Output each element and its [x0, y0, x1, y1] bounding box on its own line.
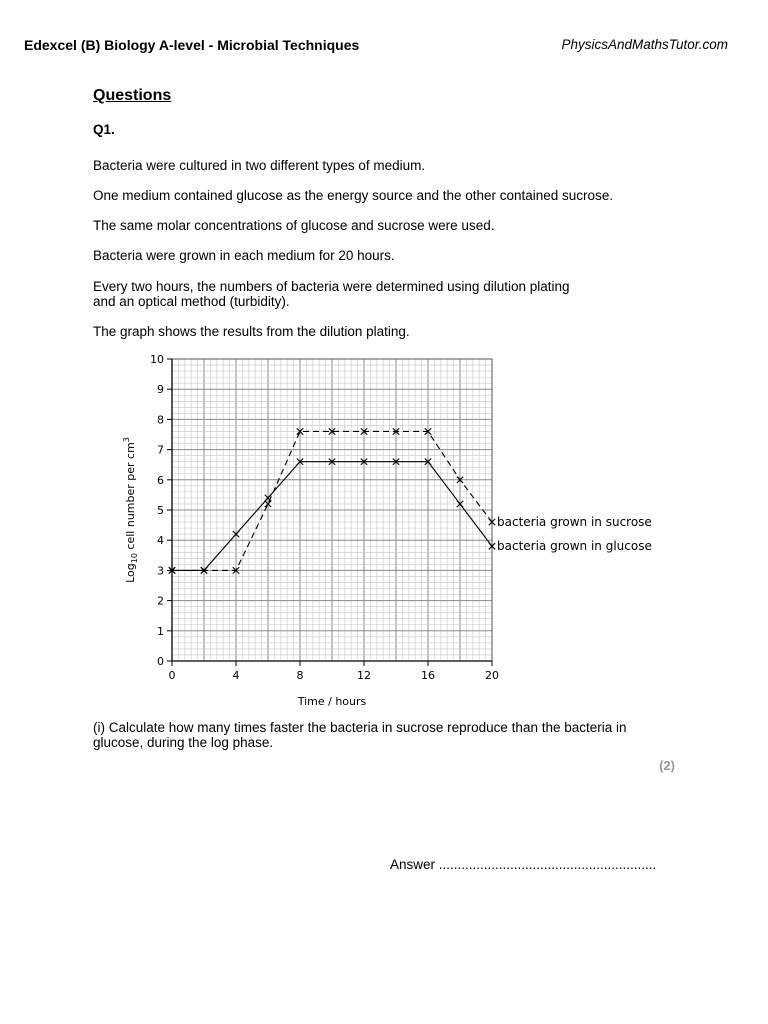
paragraph: The same molar concentrations of glucose and sucrose were used. [93, 218, 495, 233]
series-label: bacteria grown in glucose [497, 539, 652, 554]
y-tick-label: 6 [157, 473, 164, 487]
y-tick-label: 0 [157, 655, 164, 668]
x-tick-label: 12 [357, 669, 371, 682]
paragraph: Bacteria were grown in each medium for 20 hours. [93, 248, 395, 263]
answer-line: Answer .......................................................... [390, 857, 657, 872]
sub-question: (i) Calculate how many times faster the bacteria in sucrose reproduce than the bacteria in glucose, during the log phase. [93, 720, 627, 750]
growth-chart [110, 345, 670, 715]
y-tick-label: 4 [157, 534, 164, 548]
x-tick-label: 20 [485, 669, 499, 682]
y-tick-label: 1 [157, 624, 164, 638]
x-tick-label: 0 [168, 669, 176, 682]
y-tick-label: 9 [157, 383, 164, 397]
y-tick-label: 2 [157, 594, 164, 608]
y-tick-label: 8 [157, 413, 164, 427]
y-tick-label: 7 [157, 443, 164, 457]
x-tick-label: 8 [296, 669, 304, 682]
paragraph: One medium contained glucose as the energy source and the other contained sucrose. [93, 188, 614, 203]
paragraph: Every two hours, the numbers of bacteria were determined using dilution plating and an optical method (turbidity). [93, 279, 570, 309]
y-tick-label: 3 [157, 564, 164, 578]
y-tick-label: 10 [150, 353, 164, 366]
paragraph: The graph shows the results from the dilution plating. [93, 324, 410, 339]
header-title: Edexcel (B) Biology A-level - Microbial Techniques [24, 37, 360, 53]
x-axis-label: Time / hours [297, 695, 367, 708]
question-number: Q1. [93, 122, 115, 137]
x-tick-label: 4 [232, 669, 240, 682]
y-axis-label: Log$_{10}$ cell number per $cm^3$ [122, 437, 139, 583]
marks-label: (2) [659, 758, 675, 773]
x-tick-label: 16 [421, 669, 435, 682]
y-tick-label: 5 [157, 504, 164, 517]
header-site: PhysicsAndMathsTutor.com [561, 37, 728, 52]
section-title: Questions [93, 87, 172, 104]
series-label: bacteria grown in sucrose [497, 515, 652, 530]
paragraph: Bacteria were cultured in two different types of medium. [93, 158, 426, 173]
